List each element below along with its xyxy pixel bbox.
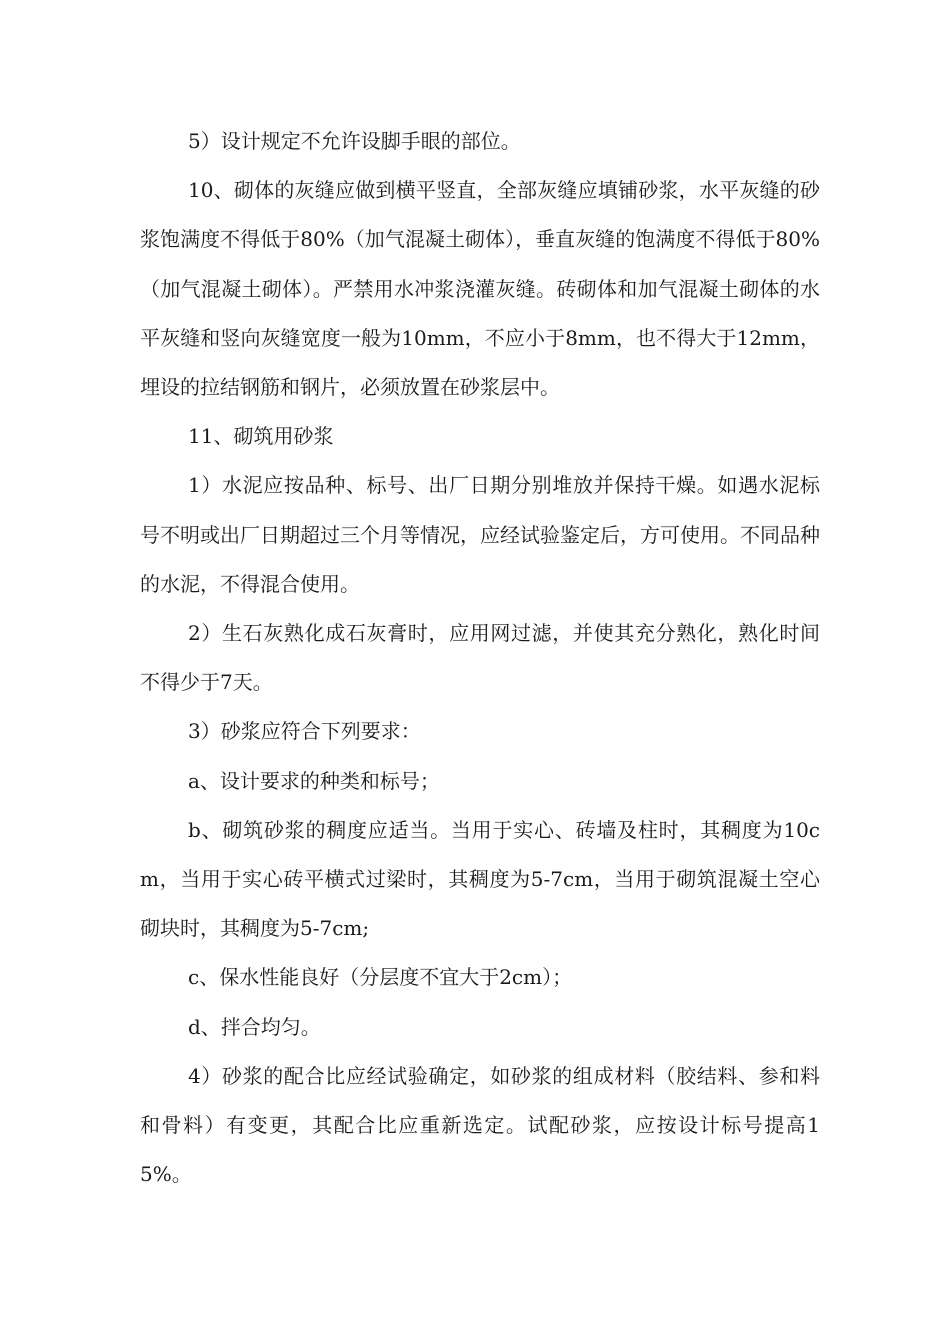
paragraph-mortar-joints: 10、砌体的灰缝应做到横平竖直，全部灰缝应填铺砂浆，水平灰缝的砂浆饱满度不得低于80%（加气混凝土砌体），垂直灰缝的饱满度不得低于80%（加气混凝土砌体）。严禁用水冲浆浇灌灰缝。砖砌体和加气混凝土砌体的水平灰缝和竖向灰缝宽度一般为10mm，不应小于8mm，也不得大于12mm，埋设的拉结钢筋和钢片，必须放置在砂浆层中。 xyxy=(140,178,820,400)
paragraph-requirement-b: b、砌筑砂浆的稠度应适当。当用于实心、砖墙及柱时，其稠度为10cm，当用于实心砖平横式过梁时，其稠度为5-7cm，当用于砌筑混凝土空心砌块时，其稠度为5-7cm; xyxy=(140,817,820,941)
paragraph-requirement-d: d、拌合均匀。 xyxy=(188,1014,321,1039)
paragraph-item-5: 5）设计规定不允许设脚手眼的部位。 xyxy=(188,129,521,153)
paragraph-quicklime: 2）生石灰熟化成石灰膏时，应用网过滤，并使其充分熟化，熟化时间不得少于7天。 xyxy=(140,621,820,695)
paragraph-masonry-mortar-heading: 11、砌筑用砂浆 xyxy=(188,424,334,449)
paragraph-requirement-c: c、保水性能良好（分层度不宜大于2cm）； xyxy=(188,965,573,990)
paragraph-mortar-requirements: 3）砂浆应符合下列要求： xyxy=(188,719,421,744)
paragraph-mix-ratio: 4）砂浆的配合比应经试验确定，如砂浆的组成材料（胶结料、参和料和骨料）有变更，其配合比应重新选定。试配砂浆，应按设计标号提高15%。 xyxy=(140,1063,820,1187)
document-body xyxy=(140,117,820,1199)
paragraph-requirement-a: a、设计要求的种类和标号； xyxy=(188,768,440,793)
paragraph-cement: 1）水泥应按品种、标号、出厂日期分别堆放并保持干燥。如遇水泥标号不明或出厂日期超过三个月等情况，应经试验鉴定后，方可使用。不同品种的水泥，不得混合使用。 xyxy=(140,473,820,596)
